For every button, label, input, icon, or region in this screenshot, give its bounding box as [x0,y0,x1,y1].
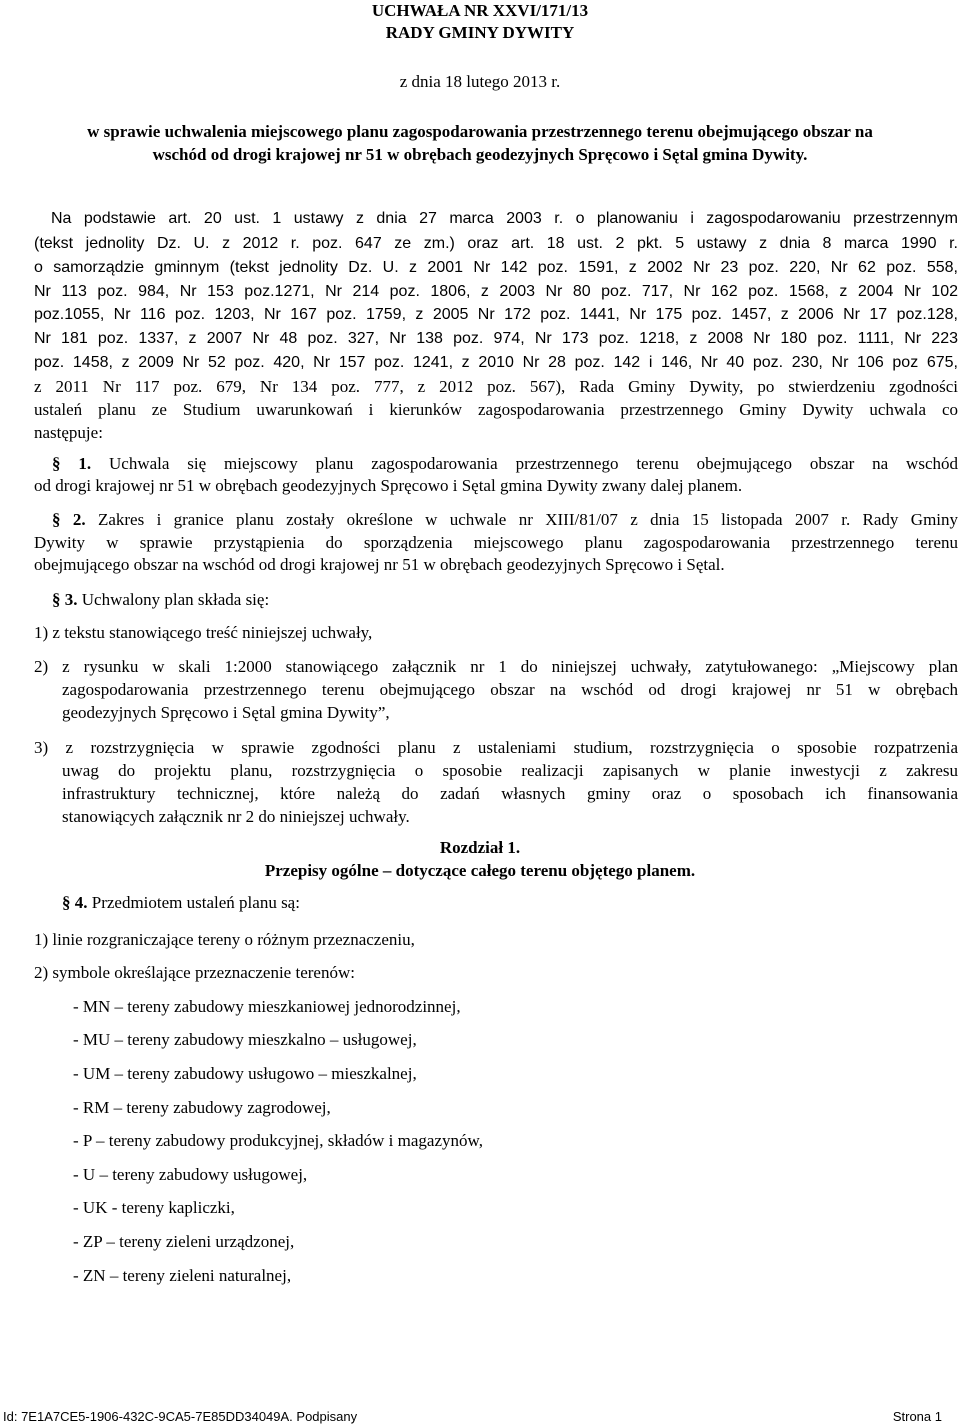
paragraph-number: 1. [78,454,92,473]
paragraph-text: od drogi krajowej nr 51 w obrębach geodezyjnych Spręcowo i Sętal gmina Dywity zwany dalej planem. [34,476,743,495]
symbol-item: - P – tereny zabudowy produkcyjnej, składów i magazynów, [73,1131,483,1150]
paragraph-number: 2. [72,510,86,529]
preamble-line: poz. 1458, z 2009 Nr 52 poz. 420, Nr 157 poz. 1241, z 2010 Nr 28 poz. 142 i 146, Nr 40 poz. 230, Nr 106 poz 675, [34,354,958,371]
symbol-item: - MN – tereny zabudowy mieszkaniowej jednorodzinnej, [73,997,461,1016]
paragraph-number: 4. [74,893,88,912]
preamble-line: Nr 113 poz. 984, Nr 153 poz.1271, Nr 214 poz. 1806, z 2003 Nr 80 poz. 717, Nr 162 poz. 1568, z 2004 Nr 102 [34,283,958,300]
list-item-cont: zagospodarowania przestrzennego terenu obejmującego obszar na wschód od drogi krajowej nr 51 w obrębach [62,680,958,699]
list-item-cont: geodezyjnych Spręcowo i Sętal gmina Dywity”, [62,703,390,722]
section-symbol: § [52,454,61,473]
list-item: 1) linie rozgraniczające tereny o różnym przeznaczeniu, [34,930,415,949]
document-date: z dnia 18 lutego 2013 r. [399,72,561,91]
symbol-item: - ZN – tereny zieleni naturalnej, [73,1266,292,1285]
document-subject-cont: wschód od drogi krajowej nr 51 w obrębach geodezyjnych Spręcowo i Sętal gmina Dywity. [152,145,808,164]
list-item-cont: infrastruktury technicznej, które należą do zadań własnych gminy oraz o sposobach ich finansowania [62,784,958,803]
preamble-line: (tekst jednolity Dz. U. z 2012 r. poz. 647 ze zm.) oraz art. 18 ust. 2 pkt. 5 ustawy z dnia 8 marca 1990 r. [34,235,958,252]
footer-document-id: Id: 7E1A7CE5-1906-432C-9CA5-7E85DD34049A. Podpisany [3,1409,358,1424]
preamble-line: o samorządzie gminnym (tekst jednolity Dz. U. z 2001 Nr 142 poz. 1591, z 2002 Nr 23 poz. 220, Nr 62 poz. 558, [34,259,958,276]
preamble-line: Nr 181 poz. 1337, z 2007 Nr 48 poz. 327, Nr 138 poz. 974, Nr 173 poz. 1218, z 2008 Nr 180 poz. 1111, Nr 223 [34,330,958,347]
preamble-line: Na podstawie art. 20 ust. 1 ustawy z dnia 27 marca 2003 r. o planowaniu i zagospodarowaniu przestrzennym [51,210,958,227]
paragraph-text: Uchwalony plan składa się: [81,590,270,609]
symbol-item: - RM – tereny zabudowy zagrodowej, [73,1098,331,1117]
chapter-title: Rozdział 1. [439,838,521,857]
section-symbol: § [62,893,71,912]
document-title: UCHWAŁA NR XXVI/171/13 [371,1,589,20]
symbol-item: - ZP – tereny zieleni urządzonej, [73,1232,295,1251]
paragraph-text: Uchwala się miejscowy planu zagospodarowania przestrzennego terenu obejmującego obszar na wschód [109,454,958,473]
symbol-item: - U – tereny zabudowy usługowej, [73,1165,308,1184]
preamble-line: poz.1055, Nr 116 poz. 1203, Nr 167 poz. 1759, z 2005 Nr 172 poz. 1441, Nr 175 poz. 1457, z 2006 Nr 17 poz.128, [34,306,958,323]
section-symbol: § [52,510,61,529]
symbol-item: - UM – tereny zabudowy usługowo – mieszkalnej, [73,1064,417,1083]
list-item-cont: stanowiących załącznik nr 2 do niniejszej uchwały. [62,807,410,826]
preamble-line: ustaleń planu ze Studium uwarunkowań i kierunków zagospodarowania przestrzennego Gminy Dywity uchwala co [34,400,958,419]
paragraph-text: Przedmiotem ustaleń planu są: [91,893,300,912]
symbol-item: - UK - tereny kapliczki, [73,1198,235,1217]
paragraph-text: obejmującego obszar na wschód od drogi krajowej nr 51 w obrębach geodezyjnych Spręcowo i Sętal. [34,555,725,574]
list-item: 1) z tekstu stanowiącego treść niniejszej uchwały, [34,623,373,642]
list-item: 3) z rozstrzygnięcia w sprawie zgodności planu z ustaleniami studium, rozstrzygnięcia o sposobie rozpatrzenia [34,738,958,757]
list-item: 2) z rysunku w skali 1:2000 stanowiącego załącznik nr 1 do niniejszej uchwały, zatytułowanego: „Miejscowy plan [34,657,958,676]
section-symbol: § [52,590,61,609]
paragraph-text: Zakres i granice planu zostały określone w uchwale nr XIII/81/07 z dnia 15 listopada 2007 r. Rady Gminy [97,510,959,529]
symbol-item: - MU – tereny zabudowy mieszkalno – usługowej, [73,1030,417,1049]
footer-page-number: Strona 1 [892,1409,942,1424]
preamble-line: z 2011 Nr 117 poz. 679, Nr 134 poz. 777, z 2012 poz. 567), Rada Gminy Dywity, po stwierdzeniu zgodności [34,377,958,396]
chapter-subtitle: Przepisy ogólne – dotyczące całego terenu objętego planem. [264,861,696,880]
list-item: 2) symbole określające przeznaczenie terenów: [34,963,355,982]
preamble-line: następuje: [34,423,103,442]
list-item-cont: uwag do projektu planu, rozstrzygnięcia o sposobie realizacji zapisanych w planie inwestycji z zakresu [62,761,958,780]
document-subject: w sprawie uchwalenia miejscowego planu zagospodarowania przestrzennego terenu obejmującego obszar na [87,122,873,141]
paragraph-number: 3. [64,590,78,609]
paragraph-text: Dywity w sprawie przystąpienia do sporządzenia miejscowego planu zagospodarowania przestrzennego terenu [34,533,958,552]
document-issuer: RADY GMINY DYWITY [385,23,575,42]
